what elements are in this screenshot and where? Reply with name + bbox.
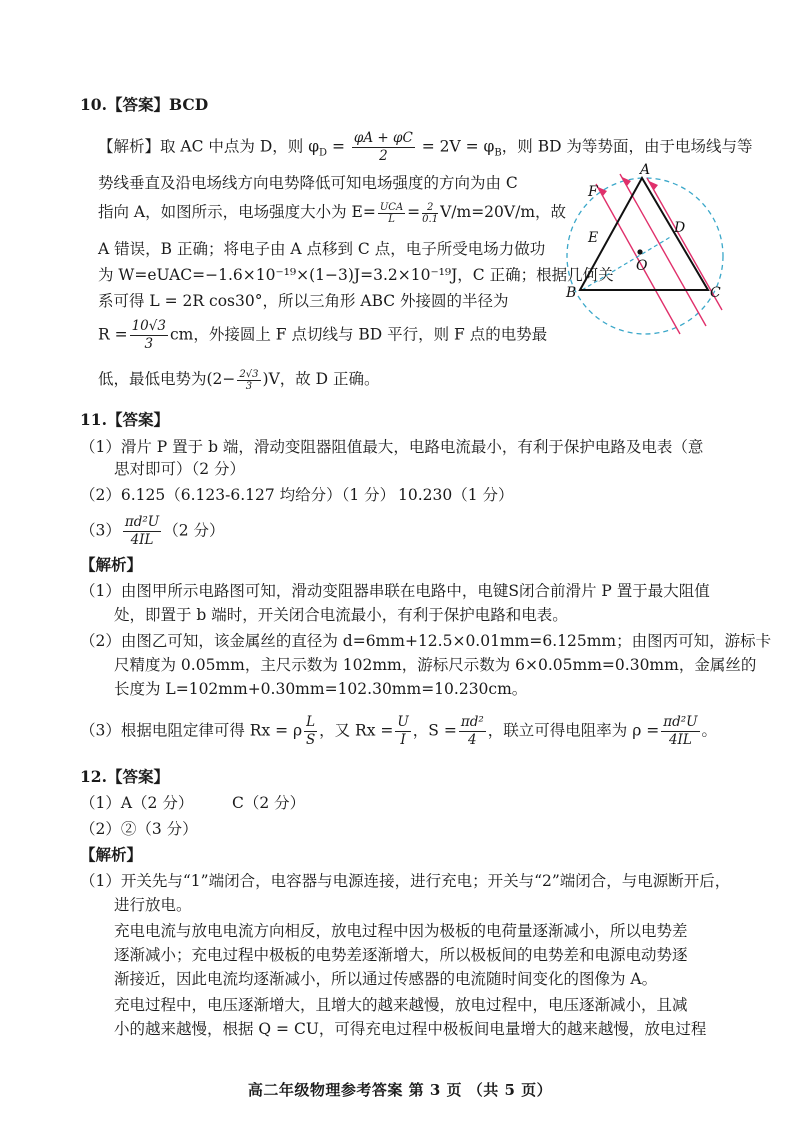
- q10-fraction-min: [237, 369, 260, 392]
- q10-line-5: [98, 264, 614, 286]
- q12-a1: （1）A（2 分）: [80, 794, 194, 812]
- q12-a2: （2）②（3 分）: [80, 820, 198, 838]
- q10-fraction-r: [130, 318, 168, 353]
- frac-num: πd²U: [124, 514, 160, 530]
- q11-a1b: 思对即可）（2 分）: [114, 460, 246, 478]
- q10-line-3-eq: =: [407, 203, 421, 221]
- q10-line-4: A 错误，B 正确；将电子由 A 点移到 C 点，电子所受电场力做功: [98, 240, 546, 258]
- label-f: F: [588, 184, 598, 200]
- q10-line-5-tail: AC=−1.6×10⁻¹⁹×(1−3)J=3.2×10⁻¹⁹J，C 正确；根据几何关: [169, 266, 614, 284]
- triangle-field-diagram: [560, 160, 750, 340]
- q12-a1b: C（2 分）: [232, 794, 306, 812]
- frac-den: 4IL: [130, 532, 154, 548]
- q11-a3-label: （3）: [80, 521, 121, 540]
- frac-num: πd²U: [663, 714, 698, 730]
- q11-a3-fraction: [123, 514, 161, 549]
- circumcircle: [567, 178, 723, 334]
- q11-s1: （1）由图甲所示电路图可知，滑动变阻器串联在电路中，电键S闭合前滑片 P 置于最大阻值: [80, 582, 710, 600]
- q10-line-2: 势线垂直及沿电场线方向电势降低可知电场强度的方向为由 C: [98, 174, 518, 192]
- frac-den: 2: [379, 148, 388, 164]
- frac-den: S: [306, 732, 316, 748]
- q10-line-1: 【解析】取 AC 中点为 D，则 $\varphi_D$ = $\frac{\varphi A + \varphi C}{2}$ = $2V = \varphi_B$，则 BD 为等势面，由于电场线与等: [98, 130, 753, 164]
- frac-num: L: [306, 714, 316, 730]
- q12-answer: 12.【答案】: [80, 767, 169, 786]
- q11-s2c: 长度为 L=102mm+0.30mm=102.30mm=10.230cm。: [114, 680, 528, 698]
- frac-num: πd²: [460, 714, 484, 730]
- label-o: O: [636, 258, 648, 274]
- q10-line-3-tail: V/m=20V/m，故: [440, 203, 567, 221]
- q11-s3-frac3: [459, 714, 486, 749]
- q12-p2b: 逐渐减小；充电过程中极板的电势差逐渐增大，所以极板间的电势差和电源电动势逐: [114, 946, 688, 964]
- q12-p2c: 渐接近，因此电流均逐渐减小，所以通过传感器的电流随时间变化的图像为 A。: [114, 970, 658, 988]
- q12-analysis: 【解析】: [80, 845, 143, 864]
- label-c: C: [710, 285, 721, 301]
- q10-answer: 10.【答案】BCD: [80, 95, 209, 114]
- q10-line-7-tail: cm，外接圆上 F 点切线与 BD 平行，则 F 点的电势最: [169, 325, 548, 344]
- q11-s1b: 处，即置于 b 端时，开关闭合电流最小，有利于保护电路和电表。: [114, 606, 568, 624]
- q10-line-8-tail: )V，故 D 正确。: [262, 370, 380, 388]
- frac-num: U: [397, 714, 409, 730]
- field-arrowhead-3: [649, 181, 658, 190]
- center-point-o: [637, 249, 642, 254]
- frac-den: 0.1: [422, 213, 439, 225]
- frac-num: φA + φC: [353, 130, 413, 146]
- q11-s3: [80, 714, 717, 749]
- q11-s3-b: ，又 Rx =: [319, 721, 394, 740]
- q11-s2: （2）由图乙可知，该金属丝的直径为 d=6mm+12.5×0.01mm=6.125mm；由图丙可知，游标卡: [80, 632, 772, 650]
- q10-line-1-a: 【解析】取 AC 中点为 D，则 φ: [98, 137, 320, 156]
- q12-p3: 充电过程中，电压逐渐增大，且增大的越来越慢，放电过程中，电压逐渐减小，且减: [114, 996, 688, 1014]
- q10-line-1-c: ，则 BD 为等势面，由于电场线与等: [501, 137, 753, 156]
- q10-line-8-a: 低，最低电势为(2−: [98, 370, 236, 388]
- frac-num: 2: [422, 202, 438, 214]
- q11-answer: 11.【答案】: [80, 410, 169, 429]
- q12-p3b: 小的越来越慢，根据 Q = CU，可得充电过程中极板间电量增大的越来越慢，放电过程: [114, 1020, 707, 1038]
- q11-s3-c: ，S =: [412, 721, 457, 740]
- label-e: E: [588, 230, 599, 246]
- q12-p2: 充电电流与放电电流方向相反，放电过程中因为极板的电荷量逐渐减小，所以电势差: [114, 922, 688, 940]
- label-b: B: [566, 285, 577, 301]
- q11-s2b: 尺精度为 0.05mm，主尺示数为 102mm，游标尺示数为 6×0.05mm=0.30mm，金属丝的: [114, 656, 757, 674]
- q10-fraction-e: [378, 202, 405, 225]
- frac-den: 4: [468, 732, 477, 748]
- label-d: D: [674, 220, 686, 236]
- frac-num: 10√3: [131, 318, 166, 334]
- q10-line-3: [98, 201, 566, 225]
- q11-s3-d: ，联立可得电阻率为 ρ =: [487, 721, 660, 740]
- q11-analysis: 【解析】: [80, 555, 143, 574]
- q10-fraction-e2: [422, 202, 438, 225]
- frac-den: I: [400, 732, 406, 748]
- q10-fraction-phi: [352, 130, 415, 165]
- q12-p1b: 进行放电。: [114, 896, 192, 914]
- q11-s3-e: 。: [701, 721, 718, 740]
- frac-den: 3: [144, 336, 154, 352]
- q12-p1: （1）开关先与“1”端闭合，电容器与电源连接，进行充电；开关与“2”端闭合，与电源断开后，: [80, 872, 731, 890]
- q11-s3-frac1: [304, 714, 317, 749]
- q11-a3-tail: （2 分）: [163, 521, 225, 540]
- q10-line-3-a: 指向 A，如图所示，电场强度大小为 E=: [98, 203, 376, 221]
- frac-num: UCA: [379, 201, 404, 213]
- q10-line-6: 系可得 L = 2R cos30°，所以三角形 ABC 外接圆的半径为: [98, 292, 509, 310]
- q10-line-8: [98, 368, 380, 392]
- q11-a2: （2）6.125（6.123-6.127 均给分）（1 分）: [80, 486, 396, 504]
- q10-line-5-a: 为 W=eU: [98, 266, 170, 284]
- frac-den: 4IL: [668, 732, 692, 748]
- q11-a1: （1）滑片 P 置于 b 端，滑动变阻器阻值最大，电路电流最小，有利于保护电路及电表（意: [80, 438, 704, 456]
- q11-a2b: 10.230（1 分）: [398, 486, 514, 504]
- frac-den: 3: [245, 380, 253, 392]
- frac-num: 2√3: [239, 368, 259, 380]
- q11-s3-frac4: [661, 714, 699, 749]
- frac-den: L: [388, 213, 395, 225]
- page-footer: 高二年级物理参考答案 第 3 页 （共 5 页）: [247, 1081, 553, 1099]
- q11-s3-a: （3）根据电阻定律可得 Rx = ρ: [80, 721, 303, 740]
- q10-line-7: [98, 318, 547, 353]
- label-a: A: [640, 162, 651, 178]
- q11-s3-frac2: [395, 714, 410, 749]
- q11-a3: [80, 514, 224, 549]
- q10-line-1-b: = 2V = φ: [416, 137, 495, 156]
- q10-line-7-a: R =: [98, 325, 128, 344]
